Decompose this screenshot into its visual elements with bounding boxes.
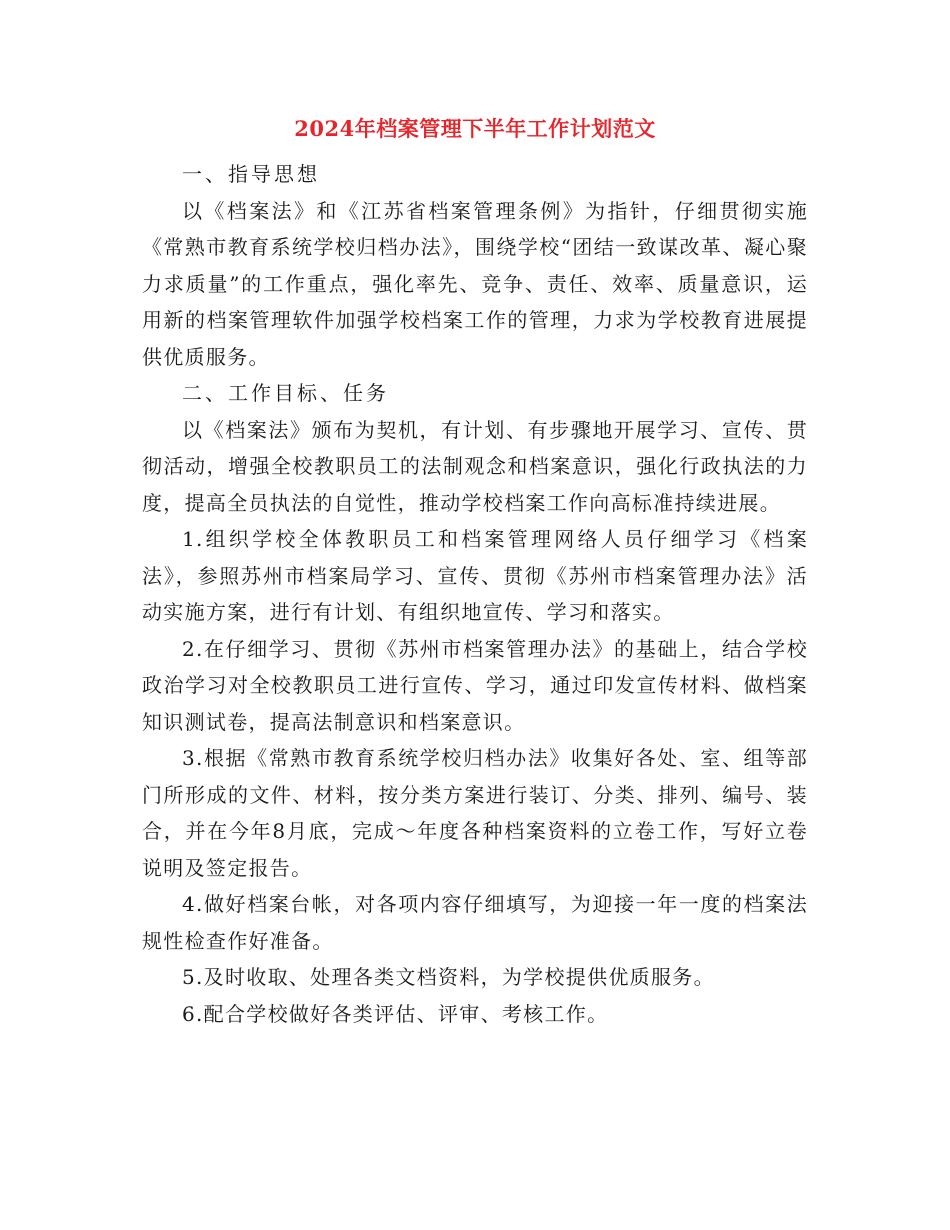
list-item: 6.配合学校做好各类评估、评审、考核工作。 [182, 1001, 609, 1026]
list-item: 1.组织学校全体教职员工和档案管理网络人员仔细学习《档案法》，参照苏州市档案局学习、宣传、贯彻《苏州市档案管理办法》活动实施方案，进行有计划、有组织地宣传、学习和落实。 [142, 527, 808, 624]
section-heading: 二、工作目标、任务 [182, 381, 389, 405]
list-item: 4.做好档案台帐，对各项内容仔细填写，为迎接一年一度的档案法规性检查作好准备。 [142, 892, 808, 953]
list-item: 2.在仔细学习、贯彻《苏州市档案管理办法》的基础上，结合学校政治学习对全校教职员工进行宣传、学习，通过印发宣传材料、做档案知识测试卷，提高法制意识和档案意识。 [142, 636, 808, 734]
document-body [142, 156, 808, 1032]
section-heading: 一、指导思想 [182, 162, 320, 186]
paragraph: 以《档案法》和《江苏省档案管理条例》为指针，仔细贯彻实施《常熟市教育系统学校归档办法》，围绕学校“团结一致谋改革、凝心聚力求质量”的工作重点，强化率先、竞争、责任、效率、质量意识，运用新的档案管理软件加强学校档案工作的管理，力求为学校教育进展提供优质服务。 [142, 198, 808, 369]
list-item: 3.根据《常熟市教育系统学校归档办法》收集好各处、室、组等部门所形成的文件、材料，按分类方案进行装订、分类、排列、编号、装合，并在今年8月底，完成～年度各种档案资料的立卷工作，写好立卷说明及签定报告。 [142, 746, 808, 880]
list-item: 5.及时收取、处理各类文档资料，为学校提供优质服务。 [182, 965, 715, 989]
document-title: 2024年档案管理下半年工作计划范文 [294, 116, 656, 141]
paragraph: 以《档案法》颁布为契机，有计划、有步骤地开展学习、宣传、贯彻活动，增强全校教职员工的法制观念和档案意识，强化行政执法的力度，提高全员执法的自觉性，推动学校档案工作向高标准持续进展。 [142, 417, 808, 515]
